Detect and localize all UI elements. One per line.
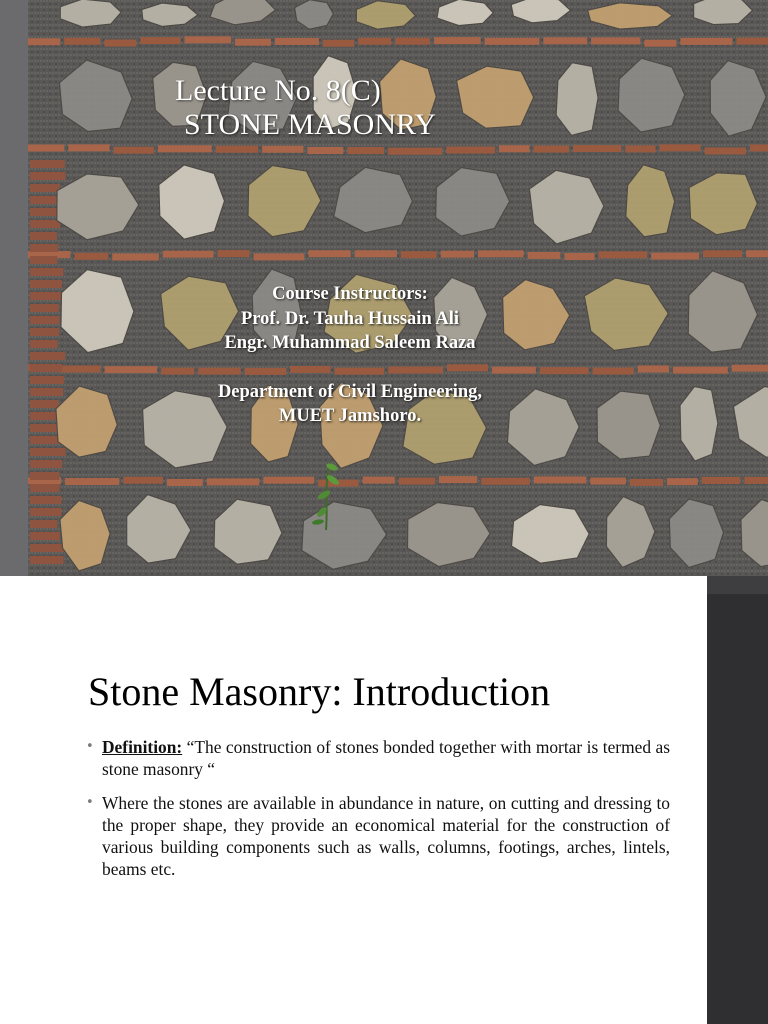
section-title: Stone Masonry: Introduction	[88, 669, 551, 714]
bullet-item	[86, 736, 670, 780]
definition-text: “The construction of stones bonded together with mortar is termed as stone masonry “	[102, 737, 670, 779]
definition-term: Definition:	[102, 737, 183, 757]
introduction-slide	[0, 576, 768, 1024]
bullet-dot-icon: •	[86, 795, 94, 810]
slide-title: STONE MASONRY	[184, 108, 436, 141]
bullet-dot-icon: •	[86, 739, 94, 754]
instructors-heading: Course Instructors:	[272, 284, 428, 304]
bullet-list	[86, 736, 670, 892]
bullet-text: Where the stones are available in abundance in nature, on cutting and dressing to the proper shape, they provide an economical material for the construction of various building components such as walls, columns, footings, arches, lintels, beams etc.	[102, 793, 670, 879]
lecture-number: Lecture No. 8(C)	[175, 74, 381, 107]
university-name: MUET Jamshoro.	[278, 406, 422, 426]
course-info	[150, 282, 550, 429]
instructor-name: Prof. Dr. Tauha Hussain Ali	[241, 308, 459, 329]
bullet-item	[86, 792, 670, 880]
instructor-name: Engr. Muhammad Saleem Raza	[224, 333, 476, 353]
department-name: Department of Civil Engineering,	[217, 381, 483, 402]
slide-right-bar	[707, 576, 768, 1024]
